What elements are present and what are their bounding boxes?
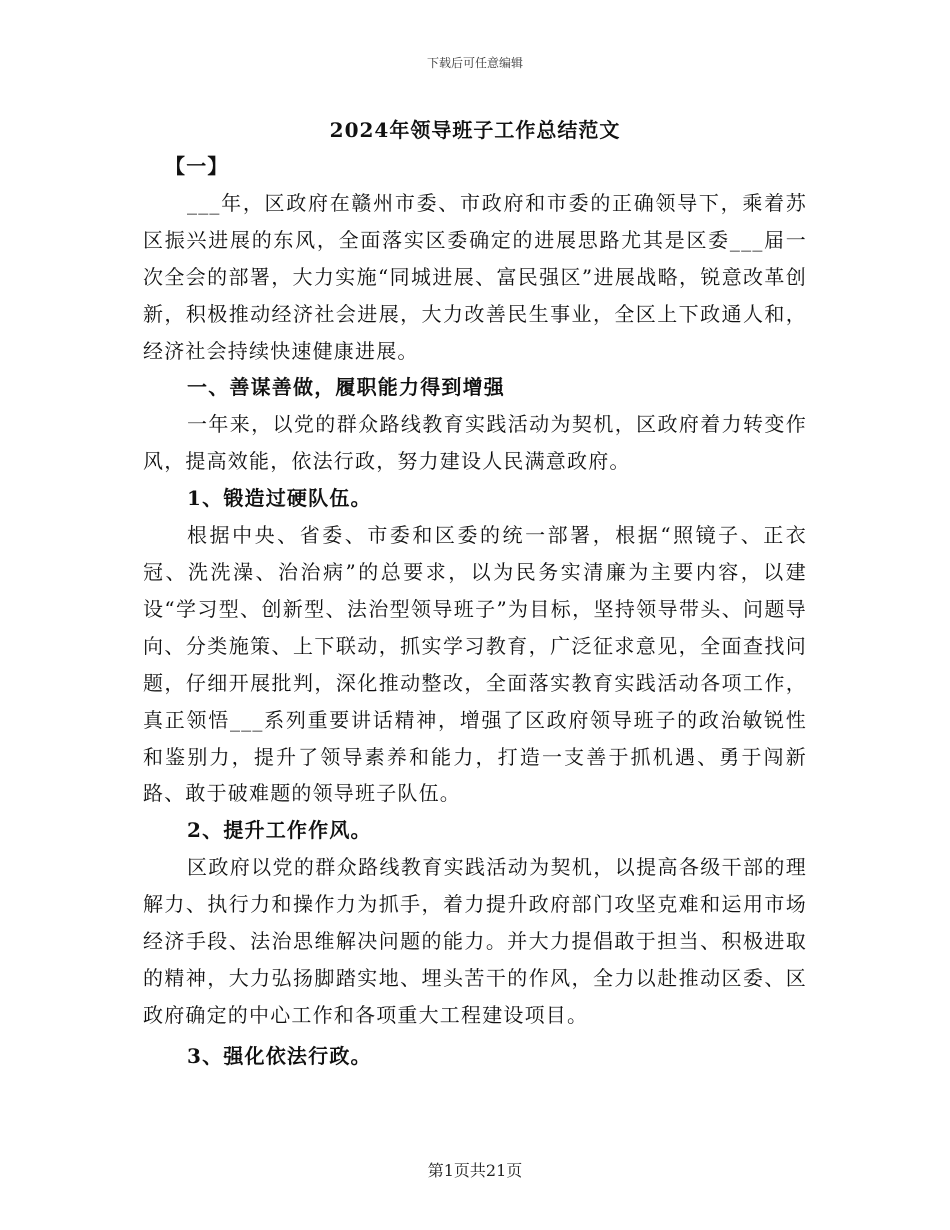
paragraph-item-2: 区政府以党的群众路线教育实践活动为契机，以提高各级干部的理解力、执行力和操作力为抓手，着力提升政府部门攻坚克难和运用市场经济手段、法治思维解决问题的能力。并大力提倡敢于担当、积极进取的精神，大力弘扬脚踏实地、埋头苦干的作风，全力以赴推动区委、区政府确定的中心工作和各项重大工程建设项目。	[143, 855, 807, 1027]
heading-item-1: 1、锻造过硬队伍。	[187, 486, 372, 511]
page-footer: 第1页共21页	[427, 1161, 523, 1180]
document-title: 2024年领导班子工作总结范文	[329, 118, 621, 142]
section-marker: 【一】	[165, 154, 229, 178]
heading-item-3: 3、强化依法行政。	[187, 1043, 372, 1068]
heading-item-2: 2、提升工作作风。	[187, 818, 372, 843]
document-body	[143, 148, 807, 1075]
paragraph-section-one: 一年来，以党的群众路线教育实践活动为契机，区政府着力转变作风，提高效能，依法行政，努力建设人民满意政府。	[143, 412, 807, 474]
heading-section-one: 一、善谋善做，履职能力得到增强	[187, 375, 505, 400]
paragraph-intro: ___年，区政府在赣州市委、市政府和市委的正确领导下，乘着苏区振兴进展的东风，全面落实区委确定的进展思路尤其是区委___届一次全会的部署，大力实施“同城进展、富民强区”进展战略，锐意改革创新，积极推动经济社会进展，大力改善民生事业，全区上下政通人和，经济社会持续快速健康进展。	[143, 190, 807, 363]
paragraph-item-1: 根据中央、省委、市委和区委的统一部署，根据“照镜子、正衣冠、洗洗澡、治治病”的总要求，以为民务实清廉为主要内容，以建设“学习型、创新型、法治型领导班子”为目标，坚持领导带头、问题导向、分类施策、上下联动，抓实学习教育，广泛征求意见，全面查找问题，仔细开展批判，深化推动整改，全面落实教育实践活动各项工作，真正领悟___系列重要讲话精神，增强了区政府领导班子的政治敏锐性和鉴别力，提升了领导素养和能力，打造一支善于抓机遇、勇于闯新路、敢于破难题的领导班子队伍。	[143, 523, 807, 806]
header-note: 下载后可任意编辑	[426, 56, 523, 70]
